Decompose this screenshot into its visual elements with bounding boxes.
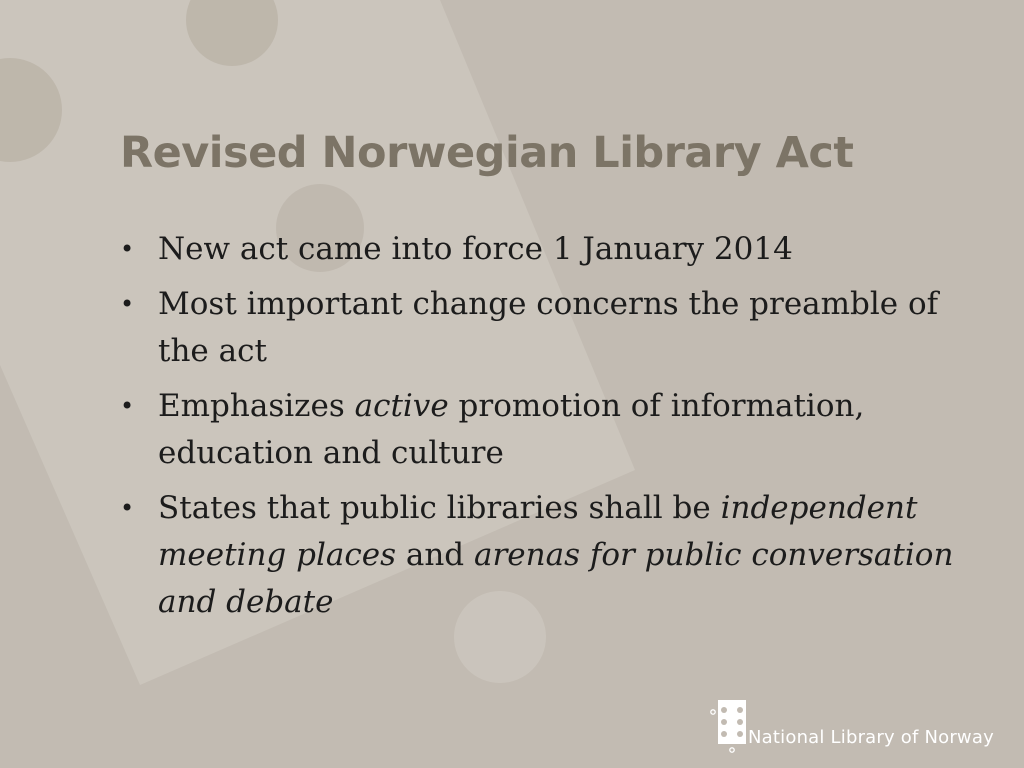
bullet-text: and — [395, 537, 474, 573]
bullet-dot: • — [120, 494, 135, 522]
bullet-dot: • — [120, 290, 135, 318]
bullet-emphasis-text: arenas for public conversation and debate — [158, 537, 954, 620]
bullet-text: New act came into force 1 January 2014 — [158, 231, 793, 267]
braille-dots-icon — [710, 698, 750, 754]
bullet-item — [118, 485, 978, 626]
bullet-dot: • — [120, 392, 135, 420]
bullet-text: Emphasizes — [158, 388, 355, 424]
bullet-list — [118, 226, 978, 634]
bullet-item — [118, 383, 978, 477]
bullet-text: Most important change concerns the preamble of the act — [158, 286, 939, 369]
bullet-text: promotion of information, education and culture — [158, 388, 865, 471]
library-logo — [704, 698, 1024, 758]
bullet-item — [118, 281, 978, 375]
slide-title: Revised Norwegian Library Act — [120, 128, 854, 178]
bullet-emphasis-text: active — [354, 388, 449, 424]
bullet-dot: • — [120, 235, 135, 263]
logo-text: National Library of Norway — [748, 727, 994, 748]
bullet-item — [118, 226, 978, 273]
bullet-text: States that public libraries shall be — [158, 490, 721, 526]
bullet-emphasis-text: independent meeting places — [158, 490, 918, 573]
